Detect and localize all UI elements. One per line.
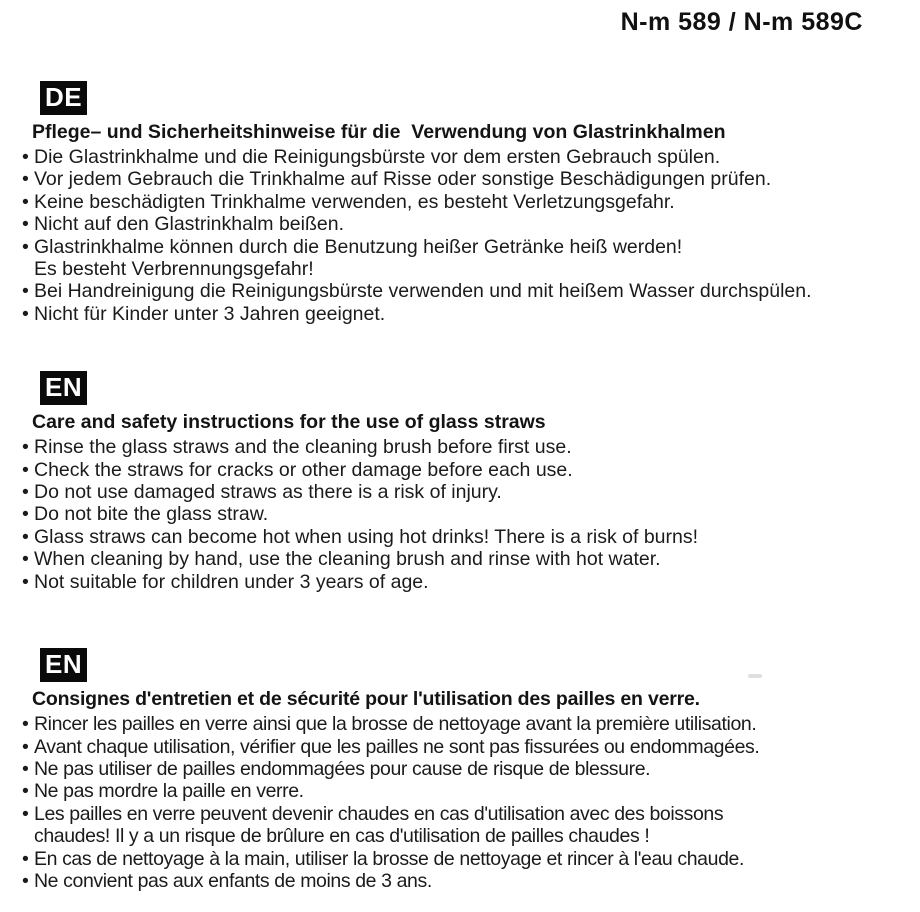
- bullet-list-de: [23, 146, 920, 325]
- list-item: • Rinse the glass straws and the cleaning brush before first use.: [23, 436, 920, 458]
- list-item: • Die Glastrinkhalme und die Reinigungsbürste vor dem ersten Gebrauch spülen.: [23, 146, 920, 168]
- list-item: • Do not bite the glass straw.: [23, 503, 920, 525]
- list-item: • When cleaning by hand, use the cleaning brush and rinse with hot water.: [23, 548, 920, 570]
- list-item: • Bei Handreinigung die Reinigungsbürste verwenden und mit heißem Wasser durchspülen.: [23, 280, 920, 302]
- section-heading-en: Care and safety instructions for the use of glass straws: [32, 411, 546, 434]
- list-item: • En cas de nettoyage à la main, utiliser la brosse de nettoyage et rincer à l'eau chaude.: [23, 848, 920, 870]
- bullet-list-en: [23, 436, 920, 593]
- list-item: • Glass straws can become hot when using hot drinks! There is a risk of burns!: [23, 526, 920, 548]
- section-german: [0, 81, 920, 325]
- list-item: • Keine beschädigten Trinkhalme verwenden, es besteht Verletzungsgefahr.: [23, 191, 920, 213]
- list-item: • Nicht für Kinder unter 3 Jahren geeignet.: [23, 303, 920, 325]
- section-french: [0, 648, 920, 892]
- list-item: • Not suitable for children under 3 years of age.: [23, 571, 920, 593]
- language-badge-de: DE: [40, 81, 87, 115]
- list-item: • Do not use damaged straws as there is a risk of injury.: [23, 481, 920, 503]
- list-item: • Les pailles en verre peuvent devenir chaudes en cas d'utilisation avec des boissons: [23, 803, 920, 825]
- list-item: • Rincer les pailles en verre ainsi que la brosse de nettoyage avant la première utilisation.: [23, 713, 920, 735]
- list-item: • Glastrinkhalme können durch die Benutzung heißer Getränke heiß werden!: [23, 236, 920, 258]
- list-item: • Ne pas mordre la paille en verre.: [23, 780, 920, 802]
- section-heading-fr: Consignes d'entretien et de sécurité pour l'utilisation des pailles en verre.: [32, 688, 700, 711]
- page-title: N-m 589 / N-m 589C: [620, 8, 863, 36]
- list-item: • Ne convient pas aux enfants de moins de 3 ans.: [23, 870, 920, 892]
- bullet-list-fr: [23, 713, 920, 892]
- list-item: • Vor jedem Gebrauch die Trinkhalme auf Risse oder sonstige Beschädigungen prüfen.: [23, 168, 920, 190]
- list-item: • Avant chaque utilisation, vérifier que les pailles ne sont pas fissurées ou endommagées.: [23, 736, 920, 758]
- section-heading-de: Pflege– und Sicherheitshinweise für die Verwendung von Glastrinkhalmen: [32, 121, 726, 143]
- list-item-continuation: Es besteht Verbrennungsgefahr!: [34, 258, 314, 281]
- list-item: • Nicht auf den Glastrinkhalm beißen.: [23, 213, 920, 235]
- language-badge-en: EN: [40, 371, 87, 405]
- list-item: • Check the straws for cracks or other damage before each use.: [23, 459, 920, 481]
- language-badge-fr: EN: [40, 648, 87, 682]
- list-item: • Ne pas utiliser de pailles endommagées pour cause de risque de blessure.: [23, 758, 920, 780]
- scan-artifact: [748, 674, 762, 678]
- list-item-continuation: chaudes! Il y a un risque de brûlure en cas d'utilisation de pailles chaudes !: [34, 825, 650, 848]
- section-english: [0, 371, 920, 593]
